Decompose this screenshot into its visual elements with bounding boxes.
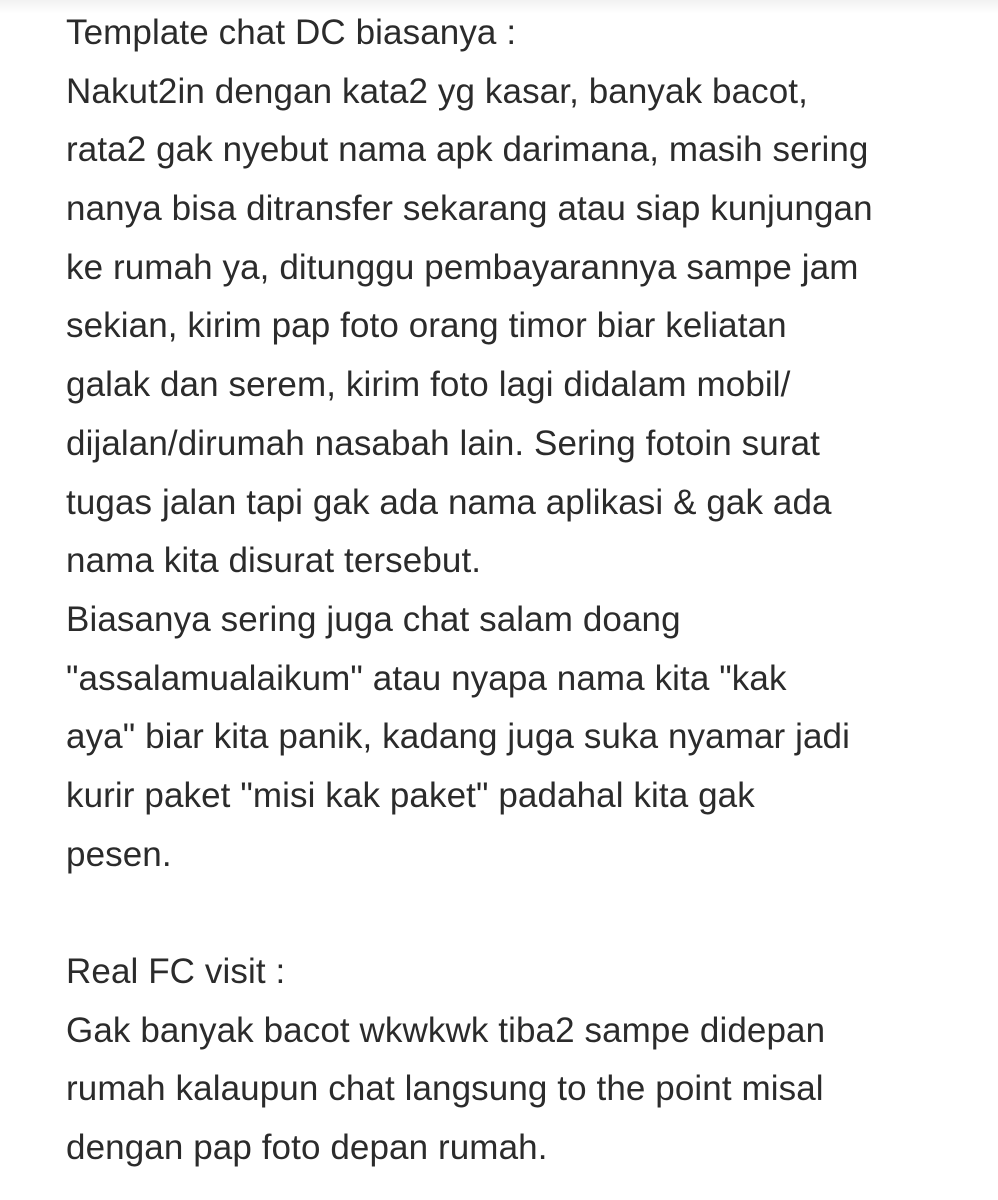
note-line: Nakut2in dengan kata2 yg kasar, banyak bacot,	[66, 71, 808, 111]
note-line-heading-fc: Real FC visit :	[66, 952, 286, 991]
note-line: sekian, kirim pap foto orang timor biar keliatan	[66, 306, 787, 346]
note-line: nama kita disurat tersebut.	[66, 541, 482, 581]
note-line: dengan pap foto depan rumah.	[66, 1128, 548, 1168]
note-line: pesen.	[66, 834, 172, 874]
note-line: Biasanya sering juga chat salam doang	[66, 599, 681, 639]
note-line: rata2 gak nyebut nama apk darimana, masih sering	[66, 130, 869, 170]
note-line: dijalan/dirumah nasabah lain. Sering fotoin surat	[66, 423, 820, 463]
note-line: rumah kalaupun chat langsung to the point misal	[66, 1069, 824, 1109]
note-body[interactable]	[66, 4, 966, 1178]
note-line: "assalamualaikum" atau nyapa nama kita "kak	[66, 658, 787, 698]
note-line-heading-dc: Template chat DC biasanya :	[66, 13, 517, 52]
note-line: tugas jalan tapi gak ada nama aplikasi & gak ada	[66, 482, 832, 522]
note-blank-line	[66, 884, 966, 943]
note-line: aya" biar kita panik, kadang juga suka nyamar jadi	[66, 717, 850, 757]
note-line: nanya bisa ditransfer sekarang atau siap kunjungan	[66, 189, 873, 229]
note-line: kurir paket "misi kak paket" padahal kita gak	[66, 775, 755, 815]
note-line: ke rumah ya, ditunggu pembayarannya sampe jam	[66, 247, 859, 287]
note-line: Gak banyak bacot wkwkwk tiba2 sampe didepan	[66, 1010, 826, 1050]
note-line: galak dan serem, kirim foto lagi didalam mobil/	[66, 365, 791, 405]
